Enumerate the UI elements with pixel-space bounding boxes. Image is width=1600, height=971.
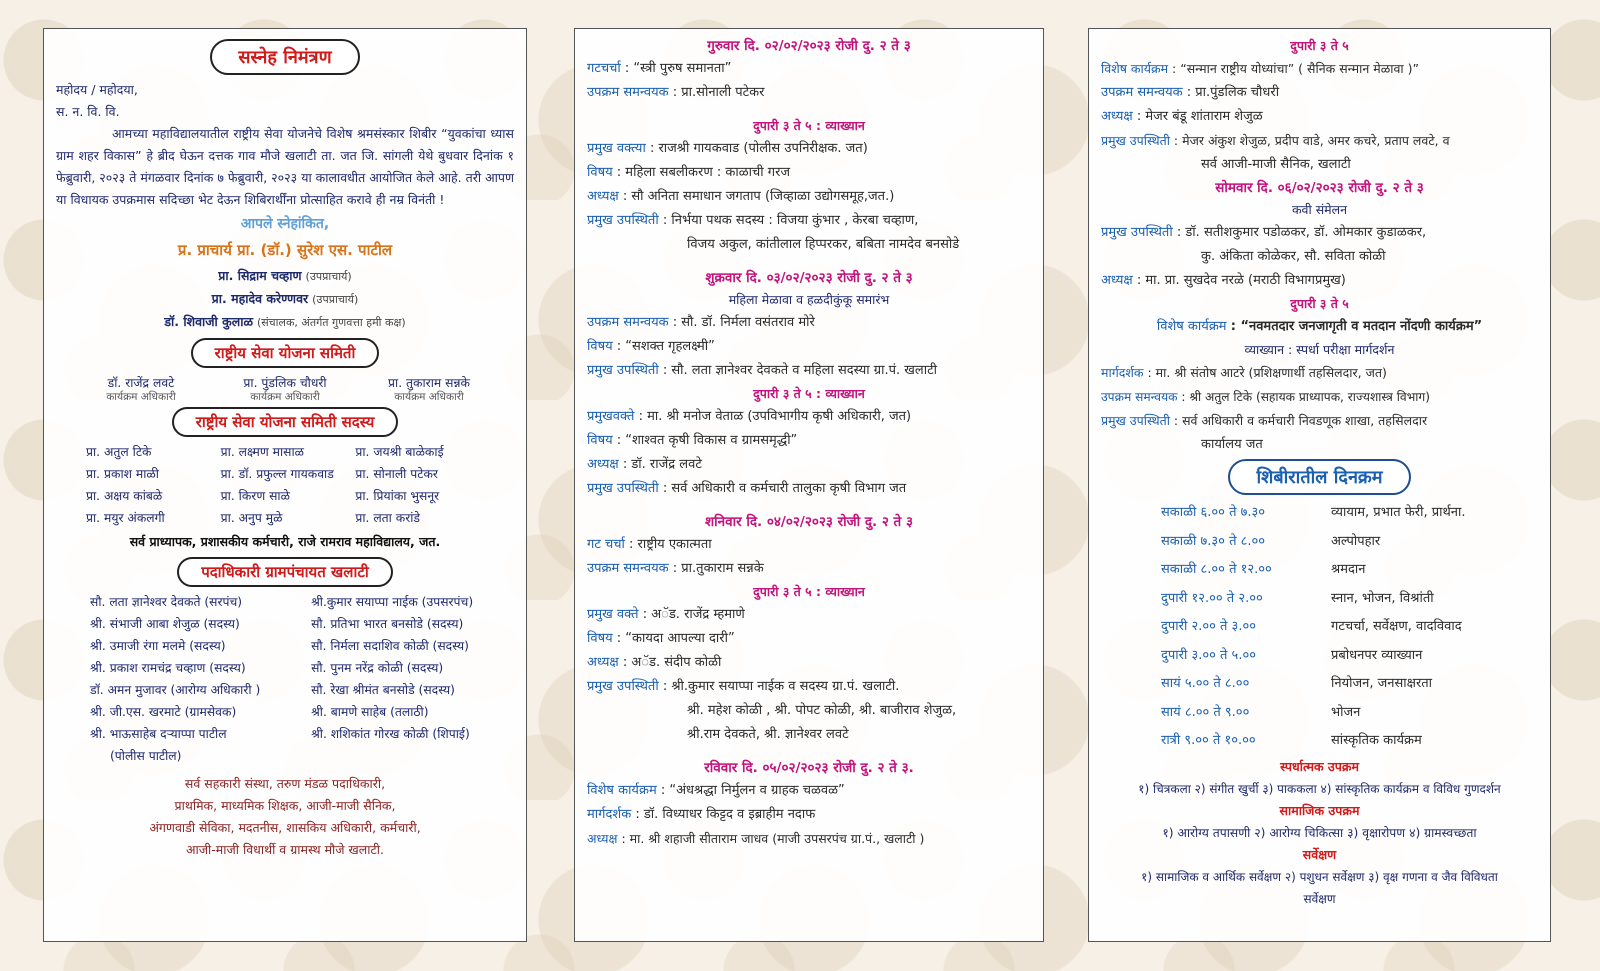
schedule-panel-sun-mon — [1088, 28, 1551, 942]
gp-grid — [56, 591, 514, 767]
invitation-body: आमच्या महाविद्यालयातील राष्ट्रीय सेवा योजनेचे विशेष श्रमसंस्कार शिबीर “युवकांचा ध्यास ग्राम शहर विकास” हे ब्रीद घेऊन दत्तक गाव मौजे खलाटी ता. जत जि. सांगली येथे बुधवार दिनांक १ फेब्रुवारी, २०२३ ते मंगळवार दिनांक ७ फेब्रुवारी, २०२३ या कालावधीत आयोजित केले आहे. तरी आपण या विधायक उपक्रमास सदिच्छा भेट देऊन शिबिरार्थींना प्रोत्साहित करावे ही नम्र विनंती ! — [56, 126, 514, 207]
detail-row: उपक्रम समन्वयक : प्रा.पुंडलिक चौधरी — [1101, 85, 1280, 100]
detail-row: उपक्रम समन्वयक : प्रा.सोनाली पटेकर — [587, 85, 765, 100]
committee-title: राष्ट्रीय सेवा योजना समिती — [191, 338, 380, 368]
detail-continuation: सर्व आजी-माजी सैनिक, खलाटी — [1201, 157, 1351, 172]
gp-member: सौ. प्रतिभा भारत बनसोडे (सदस्य) — [311, 617, 464, 631]
detail-row: विशेष कार्यक्रम : “नवमतदार जनजागृती व मतदान नोंदणी कार्यक्रम” — [1156, 319, 1483, 334]
detail-row: अध्यक्ष : अॅड. संदीप कोळी — [587, 655, 722, 670]
detail-row: प्रमुख उपस्थिती : निर्भया पथक सदस्य : विजया कुंभार , केरबा चव्हाण, — [587, 213, 919, 228]
gp-member — [311, 745, 514, 767]
routine-activity: अल्पोपहार — [1331, 533, 1381, 549]
gp-member: डॉ. अमन मुजावर (आरोग्य अधिकारी ) — [90, 683, 261, 697]
gp-member: श्री. बामणे साहेब (तलाठी) — [311, 705, 429, 719]
sunday-heading: रविवार दि. ०५/०२/२०२३ रोजी दु. २ ते ३. — [704, 760, 914, 776]
member: प्रा. अक्षय कांबळे — [86, 489, 163, 503]
member: प्रा. अतुल टिके — [86, 445, 152, 459]
monday-subheading: कवी संमेलन — [1291, 202, 1348, 217]
friday-lecture-heading: दुपारी ३ ते ५ : व्याख्यान — [753, 386, 865, 401]
detail-row: प्रमुख उपस्थिती : डॉ. सतीशकुमार पडोळकर, डॉ. ओमकार कुडाळकर, — [1101, 225, 1427, 240]
committee-member: प्रा. तुकाराम सन्नके कार्यक्रम अधिकारी — [388, 376, 470, 403]
survey-list-continuation: सर्वेक्षण — [1303, 891, 1336, 906]
committee-grid — [56, 372, 514, 403]
friday-heading: शुक्रवार दि. ०३/०२/२०२३ रोजी दु. २ ते ३ — [705, 270, 913, 286]
invitee-line: अंगणवाडी सेविका, मदतनीस, शासकिय अधिकारी, कर्मचारी, — [149, 820, 421, 835]
official-3: डॉ. शिवाजी कुलाळ (संचालक, अंतर्गत गुणवत्ता हमी कक्ष) — [164, 314, 406, 329]
invitee-line: सर्व सहकारी संस्था, तरुण मंडळ पदाधिकारी, — [184, 776, 386, 791]
competition-list: १) चित्रकला २) संगीत खुर्ची ३) पाककला ४) सांस्कृतिक कार्यक्रम व विविध गुणदर्शन — [1138, 781, 1501, 796]
gp-member: श्री. उमाजी रंगा मलमे (सदस्य) — [90, 639, 226, 653]
survey-list: १) सामाजिक व आर्थिक सर्वेक्षण २) पशुधन सर्वेक्षण ३) वृक्ष गणना व जैव विविधता — [1141, 869, 1498, 884]
routine-activity: श्रमदान — [1331, 562, 1366, 577]
member: प्रा. लक्ष्मण मासाळ — [220, 445, 304, 459]
detail-row: अध्यक्ष : मेजर बंडू शांताराम शेजुळ — [1101, 109, 1263, 124]
detail-row: प्रमुख वक्ते : अॅड. राजेंद्र म्हमाणे — [587, 607, 745, 622]
detail-row: प्रमुख वक्त्या : राजश्री गायकवाड (पोलीस उपनिरीक्षक. जत) — [587, 141, 868, 156]
official-2: प्रा. महादेव करेण्णवर (उपप्राचार्य) — [211, 291, 359, 306]
detail-row: विषय : “कायदा आपल्या दारी” — [587, 631, 735, 646]
saturday-lecture-heading: दुपारी ३ ते ५ : व्याख्यान — [753, 584, 865, 599]
routine-time: दुपारी १२.०० ते २.०० — [1161, 590, 1263, 606]
detail-row: प्रमुख उपस्थिती : श्री.कुमार सयाप्पा नाईक व सदस्य ग्रा.पं. खलाटी. — [587, 679, 900, 694]
invitee-line: प्राथमिक, माध्यमिक शिक्षक, आजी-माजी सैनिक, — [174, 798, 396, 813]
routine-time: सकाळी ६.०० ते ७.३० — [1161, 505, 1266, 520]
routine-activity: गटचर्चा, सर्वेक्षण, वादविवाद — [1331, 619, 1462, 634]
detail-row: गट चर्चा : राष्ट्रीय एकात्मता — [587, 537, 712, 552]
survey-title: सर्वेक्षण — [1302, 846, 1337, 862]
monday-lecture-line: व्याख्यान : स्पर्धा परीक्षा मार्गदर्शन — [1244, 342, 1395, 357]
routine-time: दुपारी २.०० ते ३.०० — [1161, 619, 1256, 634]
detail-row: प्रमुख उपस्थिती : सौ. लता ज्ञानेश्वर देवकते व महिला सदस्या ग्रा.पं. खलाटी — [587, 363, 937, 378]
detail-row: विशेष कार्यक्रम : “अंधश्रद्धा निर्मुलन व ग्राहक चळवळ” — [587, 783, 845, 798]
detail-continuation: श्री.राम देवकते, श्री. ज्ञानेश्वर लवटे — [687, 727, 849, 742]
committee-member: डॉ. राजेंद्र लवटे कार्यक्रम अधिकारी — [106, 376, 176, 403]
principal-name: प्र. प्राचार्य प्रा. (डॉ.) सुरेश एस. पाटील — [177, 241, 393, 259]
gp-member: श्री.कुमार सयाप्पा नाईक (उपसरपंच) — [311, 595, 474, 609]
invitee-list — [56, 773, 514, 861]
member: प्रा. जयश्री बाळेकाई — [355, 445, 444, 459]
detail-row: प्रमुख उपस्थिती : सर्व अधिकारी व कर्मचारी तालुका कृषी विभाग जत — [587, 481, 907, 496]
closing-line: आपले स्नेहांकित, — [240, 216, 330, 232]
detail-row: विषय : “शाश्वत कृषी विकास व ग्रामसमृद्धी” — [587, 433, 798, 448]
routine-activity: स्नान, भोजन, विश्रांती — [1331, 590, 1434, 606]
gp-member: सौ. पुनम नरेंद्र कोळी (सदस्य) — [311, 661, 444, 675]
monday-heading: सोमवार दि. ०६/०२/२०२३ रोजी दु. २ ते ३ — [1215, 180, 1424, 196]
routine-title: शिबीरातील दिनक्रम — [1228, 459, 1410, 495]
routine-activity: व्यायाम, प्रभात फेरी, प्रार्थना. — [1331, 505, 1466, 520]
detail-row: विषय : महिला सबलीकरण : काळाची गरज — [587, 165, 791, 180]
detail-row: प्रमुख उपस्थिती : सर्व अधिकारी व कर्मचारी निवडणूक शाखा, तहसिलदार — [1101, 413, 1428, 428]
member: प्रा. लता करांडे — [355, 511, 421, 525]
routine-time: सकाळी ८.०० ते १२.०० — [1161, 562, 1272, 577]
routine-time: सायं ५.०० ते ८.०० — [1161, 676, 1250, 691]
gp-member: श्री. संभाजी आबा शेजुळ (सदस्य) — [90, 617, 240, 631]
college-line: सर्व प्राध्यापक, प्रशासकीय कर्मचारी, राजे रामराव महाविद्यालय, जत. — [129, 534, 441, 549]
detail-row: विशेष कार्यक्रम : “सन्मान राष्ट्रीय योध्यांचा” ( सैनिक सन्मान मेळावा )” — [1101, 61, 1419, 76]
detail-continuation: विजय अकुल, कांतीलाल हिप्परकर, बबिता नामदेव बनसोडे — [687, 237, 960, 252]
invitation-panel — [43, 28, 527, 942]
detail-row: प्रमुखवक्ते : मा. श्री मनोज वेताळ (उपविभागीय कृषी अधिकारी, जत) — [587, 409, 912, 424]
saturday-heading: शनिवार दि. ०४/०२/२०२३ रोजी दु. २ ते ३ — [705, 514, 913, 530]
members-grid — [56, 441, 514, 529]
gp-member: सौ. रेखा श्रीमंत बनसोडे (सदस्य) — [311, 683, 455, 697]
schedule-panel-thu-sun — [574, 28, 1044, 942]
detail-row: मार्गदर्शक : डॉ. विध्याधर किट्टद व इब्राहीम नदाफ — [587, 807, 816, 822]
routine-activity: भोजन — [1331, 704, 1361, 720]
detail-row: मार्गदर्शक : मा. श्री संतोष आटरे (प्रशिक्षणार्थी तहसिलदार, जत) — [1101, 365, 1387, 380]
routine-time: रात्री ९.०० ते १०.०० — [1161, 733, 1256, 748]
gp-member: श्री. प्रकाश रामचंद्र चव्हाण (सदस्य) — [90, 661, 246, 675]
gp-member: श्री. शशिकांत गोरख कोळी (शिपाई) — [311, 727, 470, 741]
detail-row: उपक्रम समन्वयक : श्री अतुल टिके (सहायक प्राध्यापक, राज्यशास्त्र विभाग) — [1101, 390, 1431, 404]
committee-member: प्रा. पुंडलिक चौधरी कार्यक्रम अधिकारी — [243, 376, 327, 403]
detail-row: विषय : “सशक्त गृहलक्ष्मी” — [587, 339, 715, 354]
detail-continuation: कु. अंकिता कोळेकर, सौ. सविता कोळी — [1201, 249, 1386, 264]
member: प्रा. सोनाली पटेकर — [355, 467, 438, 481]
official-1: प्रा. सिद्राम चव्हाण (उपप्राचार्य) — [218, 268, 352, 283]
detail-row: अध्यक्ष : मा. श्री शहाजी सीताराम जाधव (माजी उपसरपंच ग्रा.पं., खलाटी ) — [587, 831, 925, 846]
member: प्रा. डॉ. प्रफुल्ल गायकवाड — [220, 467, 334, 481]
detail-row: अध्यक्ष : सौ अनिता समाधान जगताप (जिव्हाळा उद्योगसमूह,जत.) — [587, 189, 895, 204]
gp-member: श्री. जी.एस. खरमाटे (ग्रामसेवक) — [90, 705, 237, 719]
detail-row: अध्यक्ष : मा. प्रा. सुखदेव नरळे (मराठी विभागप्रमुख) — [1101, 273, 1346, 288]
member: प्रा. अनुप मुळे — [220, 511, 283, 525]
gp-member: श्री. भाऊसाहेब दऱ्याप्पा पाटील — [90, 727, 227, 741]
member: प्रा. प्रियांका भुसनूर — [355, 489, 440, 503]
detail-continuation: कार्यालय जत — [1201, 437, 1263, 452]
routine-time: दुपारी ३.०० ते ५.०० — [1161, 647, 1256, 663]
gp-member: सौ. निर्मला सदाशिव कोळी (सदस्य) — [311, 639, 469, 653]
monday-pm-heading: दुपारी ३ ते ५ — [1290, 296, 1349, 311]
detail-row: गटचर्चा : “स्त्री पुरुष समानता” — [587, 61, 732, 76]
routine-time: सायं ८.०० ते ९.०० — [1161, 704, 1250, 720]
invitee-line: आजी-माजी विधार्थी व ग्रामस्थ मौजे खलाटी. — [186, 842, 384, 857]
detail-continuation: श्री. महेश कोळी , श्री. पोपट कोळी, श्री. बाजीराव शेजुळ, — [687, 703, 957, 718]
routine-activity: प्रबोधनपर व्याख्यान — [1331, 647, 1423, 663]
thursday-heading: गुरुवार दि. ०२/०२/२०२३ रोजी दु. २ ते ३ — [707, 38, 911, 54]
social-list: १) आरोग्य तपासणी २) आरोग्य चिकित्सा ३) वृक्षारोपण ४) ग्रामस्वच्छता — [1162, 825, 1477, 840]
member: प्रा. मयुर अंकलगी — [86, 511, 165, 525]
routine-activity: सांस्कृतिक कार्यक्रम — [1331, 733, 1422, 748]
salutation-1: महोदय / महोदया, — [56, 82, 138, 97]
detail-row: उपक्रम समन्वयक : प्रा.तुकाराम सन्नके — [587, 561, 764, 576]
competition-title: स्पर्धात्मक उपक्रम — [1280, 758, 1359, 774]
detail-row: अध्यक्ष : डॉ. राजेंद्र लवटे — [587, 457, 702, 472]
detail-row: उपक्रम समन्वयक : सौ. डॉ. निर्मला वसंतराव मोरे — [587, 315, 815, 330]
gp-member: (पोलीस पाटील) — [110, 749, 182, 763]
routine-activity: नियोजन, जनसाक्षरता — [1331, 676, 1433, 691]
salutation-2: स. न. वि. वि. — [56, 104, 120, 119]
social-title: सामाजिक उपक्रम — [1279, 802, 1360, 818]
gp-title: पदाधिकारी ग्रामपंचायत खलाटी — [177, 557, 393, 587]
detail-row: प्रमुख उपस्थिती : मेजर अंकुश शेजुळ, प्रदीप वाडे, अमर कचरे, प्रताप लवटे, व — [1101, 133, 1450, 148]
sunday-pm-heading: दुपारी ३ ते ५ — [1290, 38, 1349, 53]
member: प्रा. प्रकाश माळी — [86, 467, 159, 481]
member: प्रा. किरण साळे — [220, 489, 290, 503]
thursday-lecture-heading: दुपारी ३ ते ५ : व्याख्यान — [753, 118, 865, 133]
gp-member: सौ. लता ज्ञानेश्वर देवकते (सरपंच) — [90, 595, 243, 609]
invitation-title: सस्नेह निमंत्रण — [210, 39, 359, 75]
routine-time: सकाळी ७.३० ते ८.०० — [1161, 533, 1266, 549]
routine-table — [1101, 499, 1538, 756]
friday-subheading: महिला मेळावा व हळदीकुंकू समारंभ — [728, 292, 890, 307]
members-title: राष्ट्रीय सेवा योजना समिती सदस्य — [172, 407, 399, 437]
